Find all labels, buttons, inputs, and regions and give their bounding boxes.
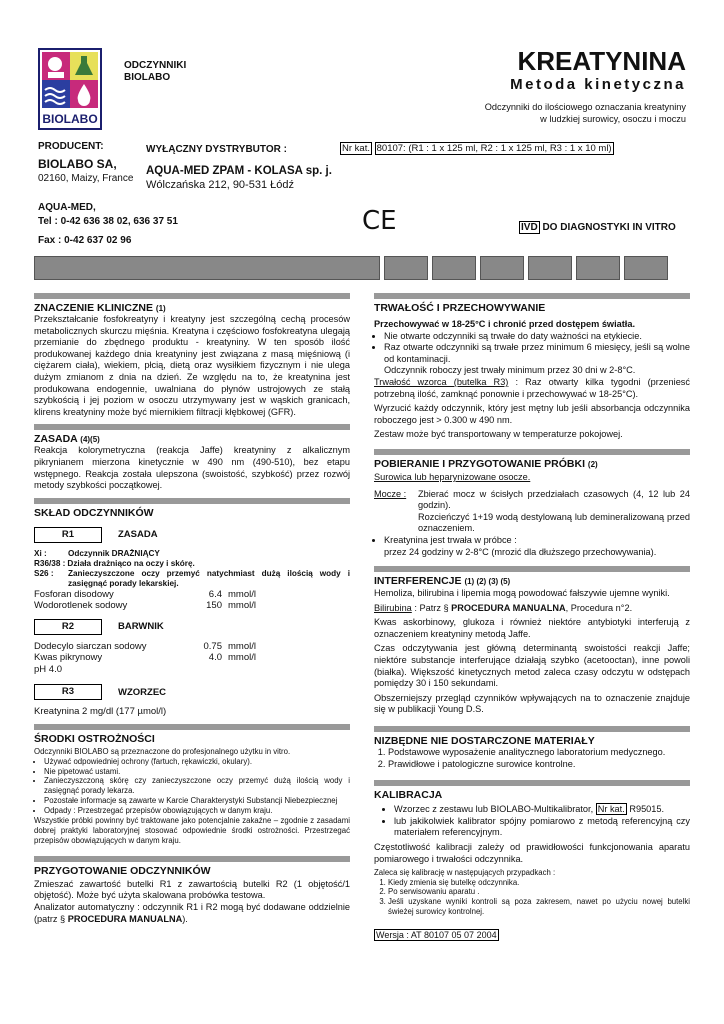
reagent-r3-box: R3 — [34, 684, 102, 700]
reagent-r3-text: Kreatynina 2 mg/dl (177 µmol/l) — [34, 706, 167, 718]
section-principle-title: ZASADA (4)(5) — [34, 433, 100, 446]
flask-icon — [70, 52, 98, 80]
right-column — [374, 293, 690, 940]
reagent-r2-header — [34, 619, 350, 635]
safety-item: • Pozostałe informacje są zawarte w Karcie Charakterystyki Substancji Niebezpiecznej — [44, 796, 350, 806]
producer-label: PRODUCENT: — [38, 141, 104, 152]
section-calibration-body: • Wzorzec z zestawu lub BIOLABO-Multikalibrator, Nr kat. R95015. • lub jakikolwiek kalibrator spójny pomiarowo z metodą referencyjną czy materiałem referencyjnym. Częstotliwość kalibracji zależy od prawidłowości funkcjonowania aparatu pomiarowego i trwałości odczynnika. — [374, 804, 690, 865]
contact-name: AQUA-MED, — [38, 202, 96, 213]
catalog-badge: Nr kat. — [342, 143, 370, 154]
product-description: Odczynniki do ilościowego oznaczania kreatyniny w ludzkiej surowicy, osoczu i moczu — [484, 102, 686, 124]
company-label: ODCZYNNIKI BIOLABO — [124, 60, 187, 83]
section-safety-body: Odczynniki BIOLABO są przeznaczone do profesjonalnego użytku in vitro. • Używać odpowiedniej ochrony (fartuch, rękawiczki, okulary). • Nie pipetować ustami. • Zanieczyszczoną skórę czy zanieczyszczone oczy przemyć dużą ilością wody i zasięgnąć porady lekarza. • Pozostałe informacje są zawarte w Karcie Charakterystyki Substancji Niebezpiecznej • Odpady : Przestrzegać przepisów obowiązujących w danym kraju. Wszystkie próbki powinny być traktowane jako potencjalnie zakaźne – zgodnie z zasadami dobrej praktyki laboratoryjnej stosować odpowiednie środki ostrożności. Przestrzegać przepisów obowiązujących w danym kraju. — [34, 747, 350, 846]
ivd-text: DO DIAGNOSTYKI IN VITRO — [542, 222, 676, 233]
reagent-r3-name: WZORZEC — [118, 686, 167, 698]
section-preparation-text: Zmieszać zawartość butelki R1 z zawartością butelki R2 (1 objętość/1 objętość). Może być użyta skalowana probówka testowa. — [34, 878, 350, 901]
section-sampling-title: POBIERANIE I PRZYGOTOWANIE PRÓBKI (2) — [374, 457, 598, 470]
face-icon — [42, 52, 70, 80]
section-stability-body: Przechowywać w 18-25°C i chronić przed dostępem światła. • Nie otwarte odczynniki są trwałe do daty ważności na etykiecie. • Raz otwarte odczynniki są trwałe przez minimum 6 miesięcy, jeśli są wolne od kontaminacji. Odczynnik roboczy jest trwały minimum przez 30 dni w 2-8°C. Trwałość wzorca (butelka R3) : Raz otwarty kilka tygodni (przeniesć potrzebną ilość, zamknąć ponownie i przechowywać w 18-25°C). Wyrzucić każdy odczynnik, który jest mętny lub jeśli absorbancja odczynnika roboczego jest > 0.300 w 490 nm. Zestaw może być transportowany w temperaturze pokojowej. — [374, 319, 690, 441]
hazard-block: Xi : Odczynnik DRAŻNIĄCY R36/38 : Działa drażniąco na oczy i skórę. S26 : Zanieczyszczone oczy przemyć natychmiast dużą ilością wody i zasięgnąć porady lekarskiej. — [34, 548, 350, 588]
section-preparation-text2: Analizator automatyczny : odczynnik R1 i R2 mogą być dodawane oddzielnie (patrz § PROCEDURA MANUALNA). — [34, 901, 350, 924]
safety-item: • Nie pipetować ustami. — [44, 767, 350, 777]
decorative-band — [34, 256, 688, 280]
section-interference-body: Hemoliza, bilirubina i lipemia mogą powodować fałszywie ujemne wyniki. Bilirubina : Patrz § PROCEDURA MANUALNA, Procedura n°2. Kwas askorbinowy, glukoza i również niektóre antybiotyki interferują z oznaczeniem kreatyniny metodą Jaffe. Czas odczytywania jest główną determinantą swoistości reakcji Jaffe; niektóre substancje interferujące działają szybko (acetooctan), inne powoli (białka). Większość kinetycznych metod zaleca czasy odczytu w odstępach pomiędzy 30 i 150 sekundami. Obszerniejszy przegląd czynników wpływających na to oznaczenie znajduje się w publikacji Young D.S. — [374, 588, 690, 715]
section-principle-text: Reakcja kolorymetryczna (reakcja Jaffe) kreatyniny z alkalicznym pikrynianem mierzona kinetycznie w 490 nm (490-510), bez etapu wstępnego. Reakcja została ulepszona (swoistość, szybkość) przez rozwój metody szybkości początkowej. — [34, 445, 350, 491]
reagent-r1-name: ZASADA — [118, 529, 158, 541]
section-safety-title: ŚRODKI OSTROŻNOŚCI — [34, 732, 155, 745]
section-materials-list: 1. Podstawowe wyposażenie analitycznego laboratorium medycznego. 2. Prawidłowe i patologiczne surowice kontrolne. — [374, 747, 690, 770]
version-line: Wersja : AT 80107 05 07 2004 — [376, 930, 497, 941]
distributor-name: AQUA-MED ZPAM - KOLASA sp. j. — [146, 165, 332, 177]
drop-icon — [70, 80, 98, 108]
logo-text: BIOLABO — [40, 110, 100, 128]
biolabo-logo — [38, 48, 102, 130]
ivd-line — [519, 222, 676, 233]
safety-item: • Zanieczyszczoną skórę czy zanieczyszczone oczy przemyć dużą ilością wody i zasięgnąć porady lekarza. — [44, 776, 350, 796]
catalog-text: 80107: (R1 : 1 x 125 ml, R2 : 1 x 125 ml, R3 : 1 x 10 ml) — [376, 143, 612, 154]
ce-mark: CE — [362, 206, 397, 236]
safety-item: • Odpady : Przestrzegać przepisów obowiązujących w danym kraju. — [44, 806, 350, 816]
reagent-r2-box: R2 — [34, 619, 102, 635]
reagent-r1-header — [34, 527, 350, 543]
section-calibration-title: KALIBRACJA — [374, 789, 443, 802]
reagent-r2-items: Dodecylo siarczan sodowy 0.75 mmol/l Kwas pikrynowy 4.0 mmol/l pH 4.0 — [34, 640, 256, 675]
section-interference-title: INTERFERENCJE (1) (2) (3) (5) — [374, 575, 511, 588]
logo-quadrant-magenta — [42, 52, 70, 80]
reagent-r1-items: Fosforan disodowy 6.4 mmol/l Wodorotlenek sodowy 150 mmol/l — [34, 588, 256, 612]
section-preparation-title: PRZYGOTOWANIE ODCZYNNIKÓW — [34, 864, 211, 877]
waves-icon — [42, 80, 70, 108]
ivd-badge: IVD — [521, 222, 538, 233]
distributor-label: WYŁĄCZNY DYSTRYBUTOR : — [146, 144, 287, 155]
calibration-cases: Zaleca się kalibrację w następujących przypadkach : 1. Kiedy zmienia się butelkę odczynnika. 2. Po serwisowaniu aparatu . 3. Jeśli uzyskane wyniki kontroli są poza zakresem, nawet po użyciu nowej butelki świeżej surowicy kontrolnej. — [374, 868, 690, 916]
reagent-r1-box: R1 — [34, 527, 102, 543]
safety-item: • Używać odpowiedniej ochrony (fartuch, rękawiczki, okulary). — [44, 757, 350, 767]
producer-name: BIOLABO SA, — [38, 157, 117, 171]
section-materials-title: NIZBĘDNE NIE DOSTARCZONE MATERIAŁY — [374, 735, 595, 748]
section-sampling-body: Surowica lub heparynizowane osocze. Mocze : Zbierać mocz w ścisłych przedziałach czasowych (4, 12 lub 24 godzin). Rozcieńczyć 1+19 wodą destylowaną lub demineralizowaną przed oznaczeniem. • Kreatynina jest trwała w próbce : przez 24 godziny w 2-8°C (mrozić dla dłuższego przechowywania). — [374, 472, 690, 558]
page-title: KREATYNINA — [517, 46, 686, 76]
producer-address: 02160, Maizy, France — [38, 173, 134, 184]
section-clinical-title: ZNACZENIE KLINICZNE (1) — [34, 302, 166, 314]
reagent-r3-header — [34, 684, 350, 700]
contact-fax: Fax : 0-42 637 02 96 — [38, 235, 132, 246]
logo-quadrant-yellow — [70, 52, 98, 80]
catalog-line — [340, 143, 614, 154]
page-subtitle: Metoda kinetyczna — [510, 76, 686, 93]
reagent-r2-name: BARWNIK — [118, 621, 164, 633]
distributor-address: Wólczańska 212, 90-531 Łódź — [146, 179, 294, 191]
section-composition-title: SKŁAD ODCZYNNIKÓW — [34, 506, 154, 519]
contact-tel: Tel : 0-42 636 38 02, 636 37 51 — [38, 216, 178, 227]
section-stability-title: TRWAŁOŚĆ I PRZECHOWYWANIE — [374, 302, 546, 314]
logo-quadrant-blue — [42, 80, 70, 108]
logo-quadrant-drop — [70, 80, 98, 108]
section-clinical-text: Przekształcanie fosfokreatyny i kreatyny jest szczególną cechą procesów metabolicznych skurczu mięśnia. Kreatyna i częściowo fosfokreatyna ulegają przemianie do zbędnego produktu - kreatyniny. W ten sposób ilość produkowanej każdego dnia kreatyniny jest związana z masą mięśniową (i ciężarem ciała), wiekiem, płcią, dietą oraz wysiłkiem fizycznym i nie ulega dużym zmianom z dnia na dzień. Ze względu na to, że kreatynina jest produkowana endogennie, uwalniana do płynów ustrojowych ze stałą szybkością i jej poziom w osoczu utrzymywany jest w wąskich granicach, klirens kreatyniny może być miernikiem filtracji kłębkowej (GFR). — [34, 314, 350, 417]
left-column — [34, 293, 350, 925]
